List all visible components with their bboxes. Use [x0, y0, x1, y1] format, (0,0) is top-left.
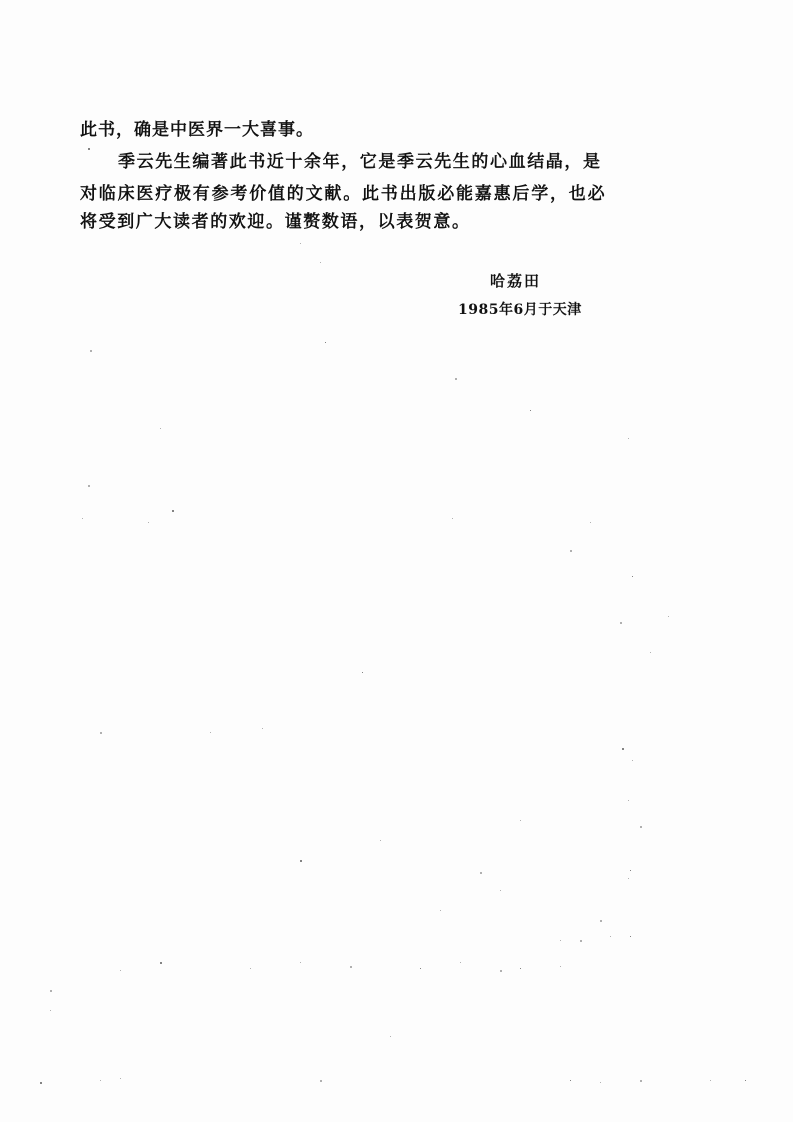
paragraph-line-4: 将受到广大读者的欢迎。谨赘数语，以表贺意。 [80, 212, 471, 232]
scan-speck [100, 732, 102, 734]
scan-speck [628, 800, 629, 801]
scan-speck [500, 970, 502, 972]
scan-speck [440, 910, 441, 911]
scan-speck [632, 576, 633, 577]
scan-speck [590, 522, 591, 523]
scan-speck [570, 550, 572, 552]
scan-speck [50, 1010, 51, 1011]
scan-speck [640, 826, 642, 828]
scan-speck [628, 878, 629, 879]
scan-speck [630, 870, 631, 871]
scan-speck [530, 410, 531, 411]
scan-speck [580, 940, 582, 942]
scan-speck [50, 990, 52, 992]
scan-speck [452, 518, 453, 519]
scan-speck [300, 243, 301, 244]
scan-speck [160, 428, 161, 429]
scan-speck [210, 732, 211, 733]
scan-speck [460, 962, 461, 963]
scan-speck [88, 148, 90, 150]
scan-speck [630, 936, 631, 937]
scan-speck [390, 1036, 391, 1037]
scan-speck [300, 860, 302, 862]
scan-speck [350, 966, 352, 968]
author-signature: 哈荔田 [490, 272, 542, 290]
scan-speck [640, 1080, 642, 1082]
scan-speck [600, 1082, 601, 1083]
scan-speck [160, 962, 162, 964]
scan-speck [620, 622, 622, 624]
scan-speck [362, 672, 363, 673]
scan-speck [320, 1080, 322, 1082]
scan-speck [600, 920, 602, 922]
scan-speck [570, 1080, 571, 1081]
scan-speck [320, 262, 321, 263]
scan-speck [120, 1078, 121, 1079]
scan-speck [172, 510, 174, 512]
date-and-place: 1985年6月于天津 [458, 302, 582, 318]
scan-speck [100, 1080, 101, 1081]
scan-speck [40, 1082, 42, 1084]
scan-speck [668, 616, 669, 617]
scan-speck [745, 1080, 746, 1081]
scan-speck [628, 438, 629, 439]
scan-speck [262, 728, 263, 729]
scan-speck [520, 820, 521, 821]
scan-speck [250, 968, 251, 969]
scan-speck [480, 872, 482, 874]
scan-speck [560, 966, 561, 967]
scan-speck [650, 652, 651, 653]
scan-speck [500, 890, 501, 891]
scan-speck [300, 962, 301, 963]
scan-speck [710, 1080, 711, 1081]
scan-speck [622, 748, 624, 750]
scan-speck [520, 968, 521, 969]
scan-speck [325, 342, 326, 343]
scan-speck [632, 760, 633, 761]
paragraph-line-3: 对临床医疗极有参考价值的文献。此书出版必能嘉惠后学，也必 [80, 184, 607, 204]
scan-speck [560, 940, 561, 941]
scan-speck [88, 485, 90, 487]
scan-speck [610, 936, 611, 937]
scan-speck [148, 522, 149, 523]
scan-speck [380, 840, 381, 841]
paragraph-line-1: 此书，确是中医界一大喜事。 [80, 120, 314, 140]
scan-speck [455, 378, 457, 380]
paragraph-line-2: 季云先生编著此书近十余年，它是季云先生的心血结晶，是 [118, 152, 602, 172]
scan-speck [120, 970, 121, 971]
scan-speck [82, 518, 83, 519]
scan-speck [420, 968, 421, 969]
scan-speck [90, 350, 92, 352]
